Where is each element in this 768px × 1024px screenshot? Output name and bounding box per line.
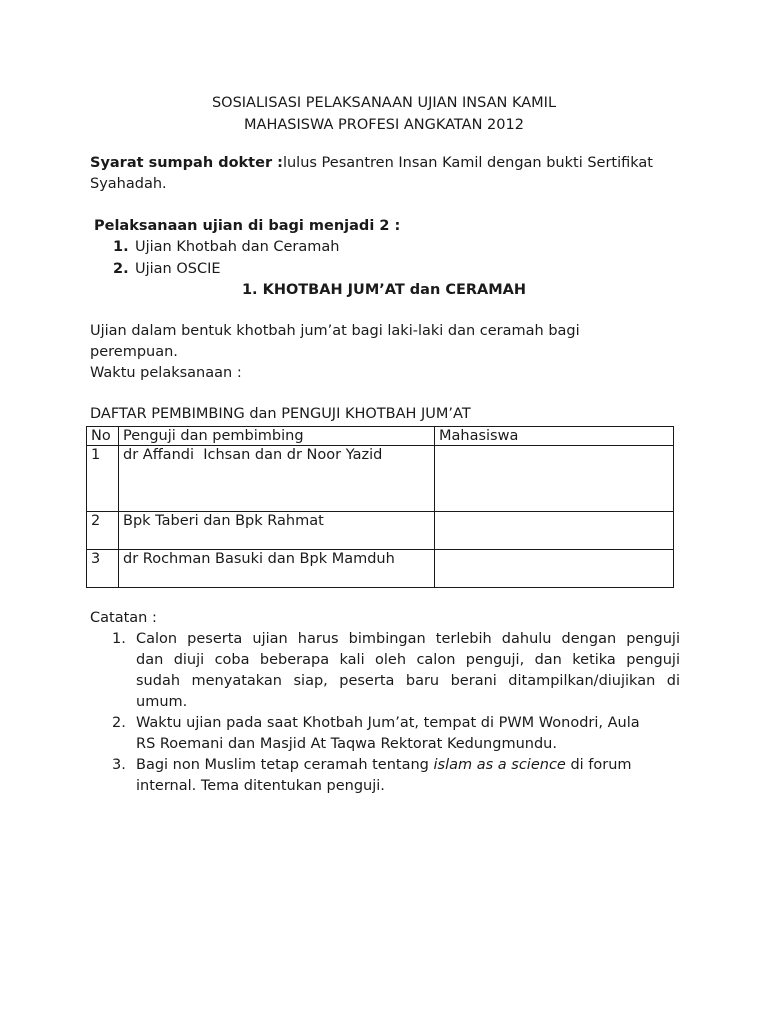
catatan-item-1-line-4: umum. — [136, 694, 188, 710]
text-segment: di forum — [565, 757, 632, 773]
catatan-item-1 — [90, 629, 680, 713]
table-header-row — [87, 427, 674, 446]
item-number: 3. — [112, 757, 126, 773]
italic-phrase: islam as a science — [433, 757, 566, 773]
item-label: Ujian OSCIE — [135, 261, 221, 277]
table-caption: DAFTAR PEMBIMBING dan PENGUJI KHOTBAH JUM’AT — [90, 406, 471, 422]
header-no: No — [87, 427, 119, 446]
cell-penguji: dr Affandi Ichsan dan dr Noor Yazid — [119, 446, 435, 512]
catatan-item-2 — [90, 713, 680, 755]
catatan-item-1-line-1: Calon peserta ujian harus bimbingan terlebih dahulu dengan penguji — [136, 631, 680, 647]
cell-mahasiswa — [435, 550, 674, 588]
cell-mahasiswa — [435, 512, 674, 550]
catatan-item-3 — [90, 755, 680, 797]
table-row — [87, 446, 674, 512]
syarat-label: Syarat sumpah dokter : — [90, 155, 283, 171]
header-mahasiswa: Mahasiswa — [435, 427, 674, 446]
section-1-para-line-1: Ujian dalam bentuk khotbah jum’at bagi laki-laki dan ceramah bagi — [90, 323, 580, 339]
pelaksanaan-item-2 — [113, 259, 221, 280]
document-title-line-2: MAHASISWA PROFESI ANGKATAN 2012 — [244, 117, 524, 133]
pelaksanaan-heading: Pelaksanaan ujian di bagi menjadi 2 : — [94, 218, 401, 234]
pembimbing-table — [86, 426, 674, 588]
table-row — [87, 512, 674, 550]
cell-penguji: Bpk Taberi dan Bpk Rahmat — [119, 512, 435, 550]
catatan-item-2-line-1: Waktu ujian pada saat Khotbah Jum’at, tempat di PWM Wonodri, Aula — [136, 715, 640, 731]
item-number: 1. — [113, 239, 129, 255]
syarat-line-2: Syahadah. — [90, 176, 167, 192]
header-penguji: Penguji dan pembimbing — [119, 427, 435, 446]
section-1-heading: 1. KHOTBAH JUM’AT dan CERAMAH — [241, 282, 527, 298]
catatan-section — [90, 608, 680, 797]
catatan-label: Catatan : — [90, 610, 157, 626]
item-label: Ujian Khotbah dan Ceramah — [135, 239, 340, 255]
cell-no: 2 — [87, 512, 119, 550]
item-number: 1. — [112, 631, 126, 647]
document-title-line-1: SOSIALISASI PELAKSANAAN UJIAN INSAN KAMIL — [211, 95, 557, 111]
item-number: 2. — [112, 715, 126, 731]
catatan-item-1-line-2: dan diuji coba beberapa kali oleh calon penguji, dan ketika penguji — [136, 652, 680, 668]
catatan-item-1-line-3: sudah menyatakan siap, peserta baru berani ditampilkan/diujikan di — [136, 673, 680, 689]
cell-no: 3 — [87, 550, 119, 588]
pelaksanaan-item-1 — [113, 237, 339, 258]
text-segment: Bagi non Muslim tetap ceramah tentang — [136, 757, 434, 773]
syarat-line-1 — [90, 153, 653, 174]
catatan-item-2-line-2: RS Roemani dan Masjid At Taqwa Rektorat Kedungmundu. — [136, 736, 557, 752]
item-number: 2. — [113, 261, 129, 277]
waktu-pelaksanaan: Waktu pelaksanaan : — [90, 365, 242, 381]
catatan-item-3-line-1 — [136, 755, 680, 776]
cell-mahasiswa — [435, 446, 674, 512]
cell-no: 1 — [87, 446, 119, 512]
section-1-para-line-2: perempuan. — [90, 344, 178, 360]
cell-penguji: dr Rochman Basuki dan Bpk Mamduh — [119, 550, 435, 588]
table-row — [87, 550, 674, 588]
catatan-item-3-line-2: internal. Tema ditentukan penguji. — [136, 778, 385, 794]
syarat-text: lulus Pesantren Insan Kamil dengan bukti Sertifikat — [282, 155, 653, 171]
